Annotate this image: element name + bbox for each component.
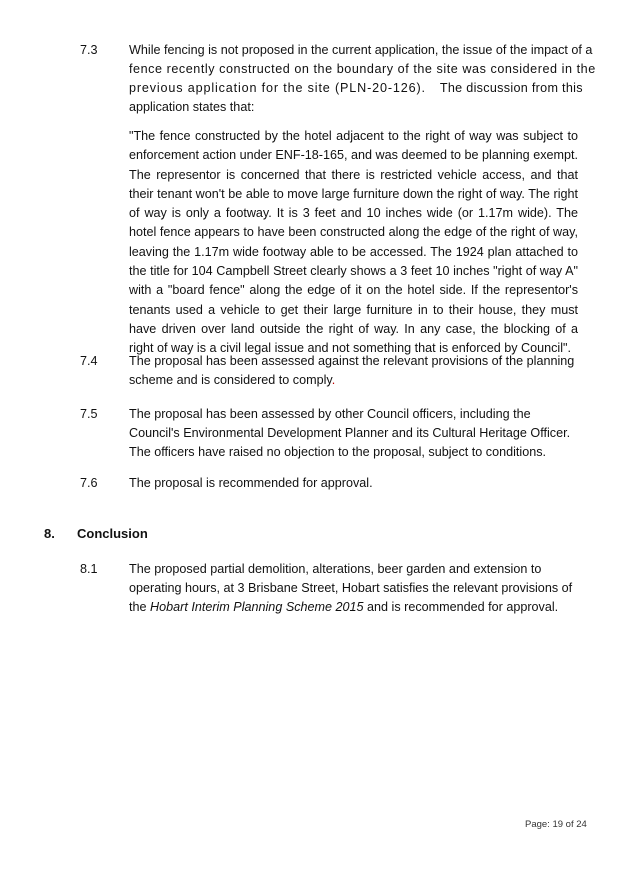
paragraph-body xyxy=(129,41,596,117)
paragraph-number: 7.3 xyxy=(80,43,98,57)
paragraph-body: The proposal is recommended for approval. xyxy=(129,476,373,490)
quoted-discussion: "The fence constructed by the hotel adjacent to the right of way was subject to enforcement action under ENF-18-165, and was deemed to be planning exempt. The representor is concerned that there is restricted vehicle access, and that their tenant won't be able to move large furniture down the right of way. The right of way is only a footway. It is 3 feet and 10 inches wide (or 1.17m wide). The hotel fence appears to have been constructed along the edge of the right of way, leaving the 1.17m wide footway able to be accessed. The 1924 plan attached to the title for 104 Campbell Street clearly shows a 3 feet 10 inches "right of way A" with a "board fence" along the edge of it on the hotel side. If the representor's tenants used a vehicle to get their large furniture in to their house, they must have driven over land outside the right of way. In any case, the blocking of a right of way is a civil legal issue and not something that is enforced by Council". xyxy=(129,129,578,356)
paragraph-text: The proposed partial demolition, alterations, beer garden and extension to operating hours, at 3 Brisbane Street, Hobart satisfies the relevant provisions of the xyxy=(129,562,573,614)
page-number: Page: 19 of 24 xyxy=(525,819,587,830)
line: fence recently constructed on the boundary of the site was considered in the xyxy=(129,62,596,76)
paragraph-body: The proposal has been assessed by other Council officers, including the Council's Environmental Development Planner and its Cultural Heritage Officer. The officers have raised no objection to the proposal, subject to conditions. xyxy=(129,407,571,459)
line: application states that: xyxy=(129,100,255,114)
paragraph-number: 7.5 xyxy=(80,407,98,421)
paragraph-end: . xyxy=(331,373,336,387)
section-number: 8. xyxy=(44,526,55,541)
line-part: previous application for the site (PLN-20-126). xyxy=(129,81,426,95)
line-part: The discussion from this xyxy=(439,81,583,95)
paragraph-body xyxy=(129,560,578,617)
paragraph-text-end: and is recommended for approval. xyxy=(363,600,559,614)
line xyxy=(129,79,583,98)
section-title: Conclusion xyxy=(77,526,148,541)
paragraph-body xyxy=(129,352,578,390)
paragraph-number: 7.6 xyxy=(80,476,98,490)
scheme-name: Hobart Interim Planning Scheme 2015 xyxy=(150,600,364,614)
line: While fencing is not proposed in the current application, the issue of the impact of a xyxy=(129,43,593,57)
paragraph-number: 8.1 xyxy=(80,562,98,576)
paragraph-text: The proposal has been assessed against the relevant provisions of the planning scheme and is considered to comply xyxy=(129,354,575,387)
paragraph-number: 7.4 xyxy=(80,354,98,368)
